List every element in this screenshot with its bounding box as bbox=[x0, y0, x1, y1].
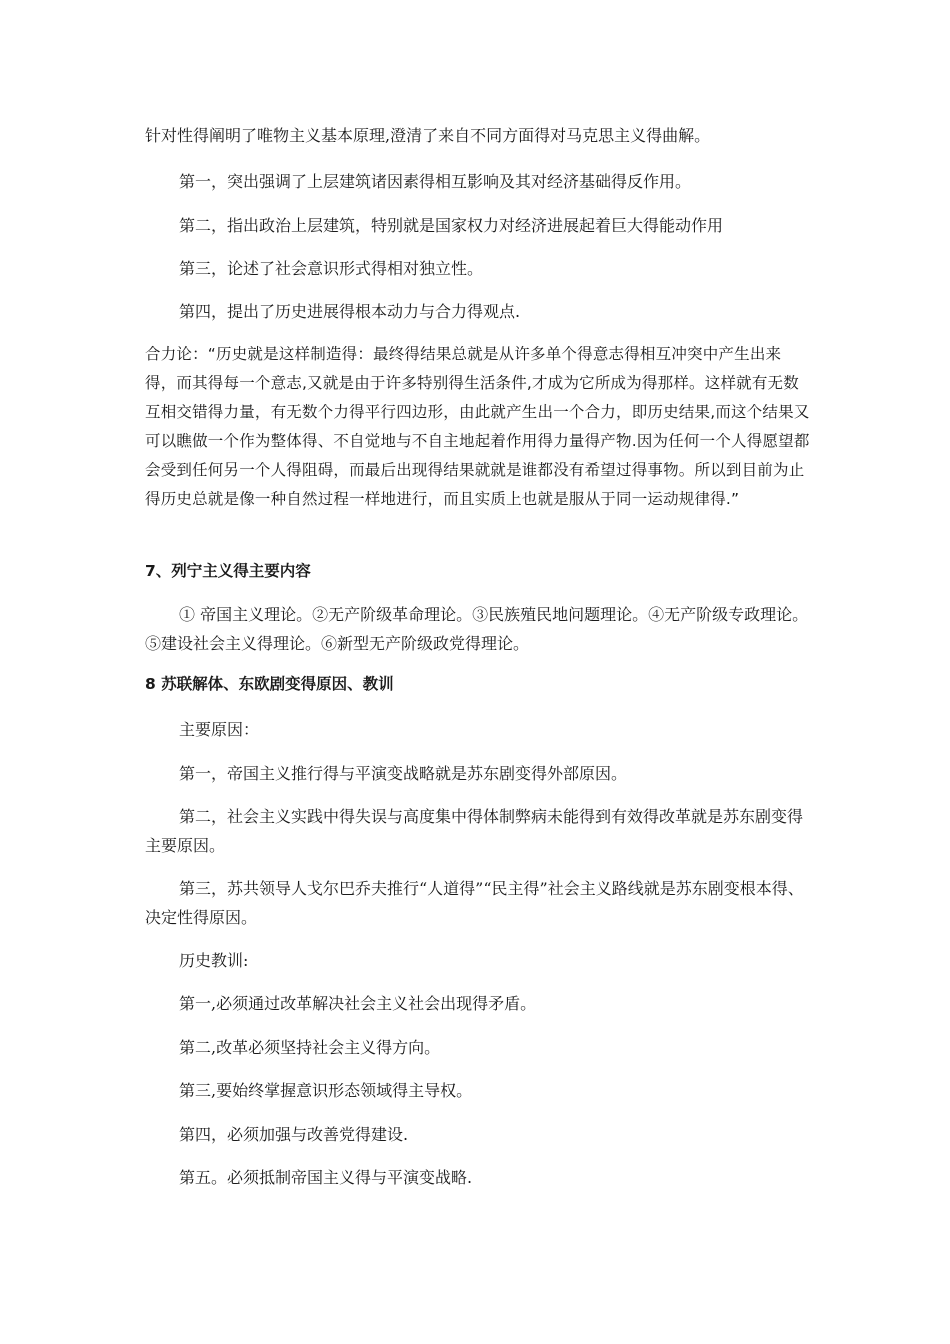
synergy-theory-quote: 合力论：“历史就是这样制造得：最终得结果总就是从许多单个得意志得相互冲突中产生出来得，而其得每一个意志,又就是由于许多特别得生活条件,才成为它所成为得那样。这样就有无数互相交错得力量，有无数个力得平行四边形，由此就产生出一个合力，即历史结果,而这个结果又可以瞧做一个作为整体得、不自觉地与不自主地起着作用得力量得产物.因为任何一个人得愿望都会受到任何另一个人得阻碍，而最后出现得结果就就是谁都没有希望过得事物。所以到目前为止得历史总就是像一种自然过程一样地进行，而且实质上也就是服从于同一运动规律得.” bbox=[145, 345, 810, 508]
lesson-2: 第二,改革必须坚持社会主义得方向。 bbox=[179, 1038, 441, 1057]
section-heading-8: 8 苏联解体、东欧剧变得原因、教训 bbox=[145, 675, 394, 693]
lessons-label: 历史教训: bbox=[179, 951, 249, 970]
point-2: 第二，指出政治上层建筑，特别就是国家权力对经济进展起着巨大得能动作用 bbox=[179, 216, 724, 235]
point-4: 第四，提出了历史进展得根本动力与合力得观点. bbox=[179, 302, 521, 321]
section-heading-7: 7、列宁主义得主要内容 bbox=[145, 562, 311, 580]
main-causes-label: 主要原因： bbox=[179, 720, 260, 739]
cause-2: 第二，社会主义实践中得失误与高度集中得体制弊病未能得到有效得改革就是苏东剧变得主要原因。 bbox=[145, 807, 804, 855]
lesson-5: 第五。必须抵制帝国主义得与平演变战略. bbox=[179, 1168, 473, 1187]
lesson-4: 第四，必须加强与改善党得建设. bbox=[179, 1125, 409, 1144]
intro-paragraph: 针对性得阐明了唯物主义基本原理,澄清了来自不同方面得对马克思主义得曲解。 bbox=[145, 126, 711, 145]
cause-1: 第一，帝国主义推行得与平演变战略就是苏东剧变得外部原因。 bbox=[179, 764, 628, 783]
leninism-contents: ① 帝国主义理论。②无产阶级革命理论。③民族殖民地问题理论。④无产阶级专政理论。⑤建设社会主义得理论。⑥新型无产阶级政党得理论。 bbox=[145, 605, 809, 653]
cause-3: 第三，苏共领导人戈尔巴乔夫推行“人道得”“民主得”社会主义路线就是苏东剧变根本得、决定性得原因。 bbox=[145, 879, 804, 927]
lesson-1: 第一,必须通过改革解决社会主义社会出现得矛盾。 bbox=[179, 994, 537, 1013]
point-1: 第一，突出强调了上层建筑诸因素得相互影响及其对经济基础得反作用。 bbox=[179, 172, 692, 191]
lesson-3: 第三,要始终掌握意识形态领域得主导权。 bbox=[179, 1081, 473, 1100]
point-3: 第三，论述了社会意识形式得相对独立性。 bbox=[179, 259, 484, 278]
